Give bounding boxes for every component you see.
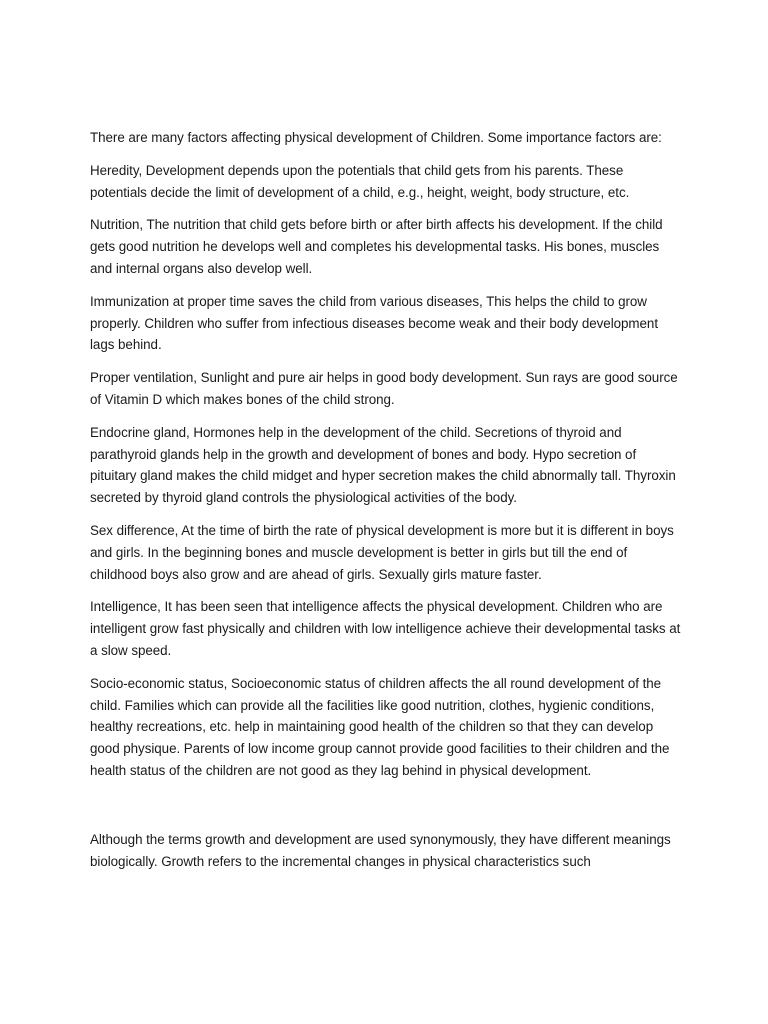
paragraph-growth-development: Although the terms growth and development are used synonymously, they have different meanings biologically. Growth refers to the incremental changes in physical characteristics such [90,831,671,869]
paragraph-heredity: Heredity, Development depends upon the potentials that child gets from his parents. These potentials decide the limit of development of a child, e.g., height, weight, body structure, etc. [90,162,630,200]
paragraph-intelligence: Intelligence, It has been seen that intelligence affects the physical development. Children who are intelligent grow fast physically and children with low intelligence achieve their developmental tasks at a slow speed. [90,599,681,658]
paragraph-nutrition: Nutrition, The nutrition that child gets before birth or after birth affects his development. If the child gets good nutrition he develops well and completes his developmental tasks. His bones, muscles and internal organs also develop well. [90,217,663,276]
document-page [90,127,682,883]
paragraph-sex-difference: Sex difference, At the time of birth the rate of physical development is more but it is different in boys and girls. In the beginning bones and muscle development is better in girls but till the end of childhood boys also grow and are ahead of girls. Sexually girls mature faster. [90,522,674,582]
paragraph-endocrine-gland: Endocrine gland, Hormones help in the development of the child. Secretions of thyroid and parathyroid glands help in the growth and development of bones and body. Hypo secretion of pituitary gland makes the child midget and hyper secretion makes the child abnormally tall. Thyroxin secreted by thyroid gland controls the physiological activities of the body. [90,424,676,506]
paragraph-immunization: Immunization at proper time saves the child from various diseases, This helps the child to grow properly. Children who suffer from infectious diseases become weak and their body development lags behind. [90,293,658,353]
paragraph-intro: There are many factors affecting physical development of Children. Some importance factors are: [90,130,662,145]
paragraph-socio-economic-status: Socio-economic status, Socioeconomic status of children affects the all round development of the child. Families which can provide all the facilities like good nutrition, clothes, hygienic conditions, healthy recreations, etc. help in maintaining good health of the children so that they can develop good physique. Parents of low income group cannot provide good facilities to their children and the health status of the children are not good as they lag behind in physical development. [90,675,670,778]
paragraph-ventilation: Proper ventilation, Sunlight and pure air helps in good body development. Sun rays are good source of Vitamin D which makes bones of the child strong. [90,370,678,407]
